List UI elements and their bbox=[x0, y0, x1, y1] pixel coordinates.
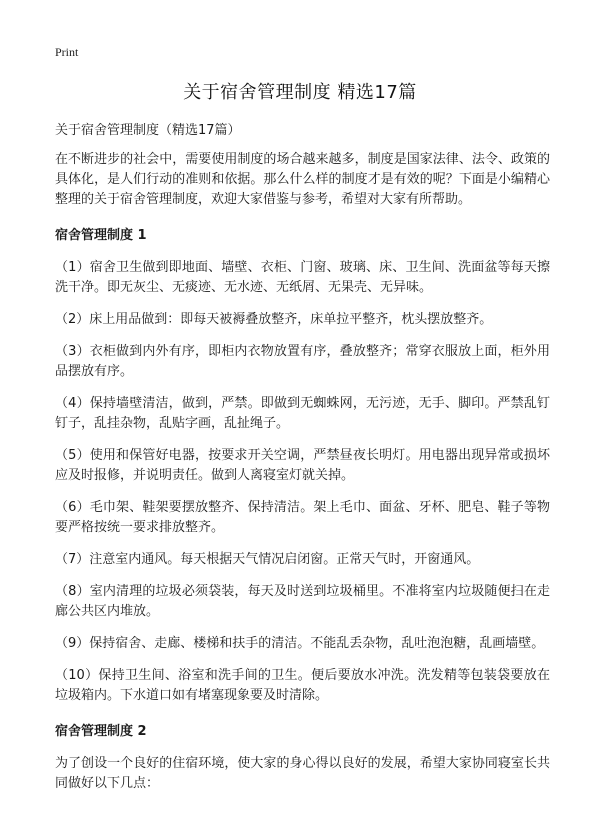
rule-item: （8）室内清理的垃圾必须袋装，每天及时送到垃圾桶里。不准将室内垃圾随便扫在走廊公共区内堆放。 bbox=[55, 584, 550, 619]
rule-item: （9）保持宿舍、走廊、楼梯和扶手的清洁。不能乱丢杂物，乱吐泡泡糖，乱画墙壁。 bbox=[55, 636, 545, 651]
document-body bbox=[55, 122, 550, 804]
rule-item: （3）衣柜做到内外有序，即柜内衣物放置有序，叠放整齐；常穿衣服放上面，柜外用品摆放有序。 bbox=[55, 344, 550, 379]
rule-item: （5）使用和保管好电器，按要求开关空调，严禁昼夜长明灯。用电器出现异常或损坏应及时报修，并说明责任。做到人离寝室灯就关掉。 bbox=[55, 448, 550, 483]
section2-intro-paragraph: 为了创设一个良好的住宿环境，使大家的身心得以良好的发展，希望大家协同寝室长共同做好以下几点： bbox=[55, 756, 550, 791]
intro-paragraph: 在不断进步的社会中，需要使用制度的场合越来越多，制度是国家法律、法令、政策的具体化，是人们行动的准则和依据。那么什么样的制度才是有效的呢？下面是小编精心整理的关于宿舍管理制度，欢迎大家借鉴与参考，希望对大家有所帮助。 bbox=[55, 152, 550, 207]
document-subtitle: 关于宿舍管理制度（精选17篇） bbox=[55, 123, 241, 138]
print-link[interactable]: Print bbox=[55, 45, 79, 59]
rule-item: （7）注意室内通风。每天根据天气情况启闭窗。正常天气时，开窗通风。 bbox=[55, 552, 480, 567]
rules-list bbox=[55, 258, 550, 706]
rule-item: （6）毛巾架、鞋架要摆放整齐、保持清洁。架上毛巾、面盆、牙杯、肥皂、鞋子等物要严格按统一要求排放整齐。 bbox=[55, 500, 550, 535]
rule-item: （4）保持墙壁清洁，做到，严禁。即做到无蜘蛛网，无污迹，无手、脚印。严禁乱钉钉子，乱挂杂物，乱贴字画，乱扯绳子。 bbox=[55, 396, 550, 431]
rule-item: （10）保持卫生间、浴室和洗手间的卫生。便后要放水冲洗。洗发精等包装袋要放在垃圾箱内。下水道口如有堵塞现象要及时清除。 bbox=[55, 668, 550, 703]
page-title: 关于宿舍管理制度 精选17篇 bbox=[183, 82, 417, 103]
section-heading-1: 宿舍管理制度 1 bbox=[55, 228, 147, 243]
section-heading-2: 宿舍管理制度 2 bbox=[55, 724, 147, 739]
rule-item: （2）床上用品做到：即每天被褥叠放整齐，床单拉平整齐，枕头摆放整齐。 bbox=[55, 312, 493, 327]
rule-item: （1）宿舍卫生做到即地面、墙壁、衣柜、门窗、玻璃、床、卫生间、洗面盆等每天擦洗干净。即无灰尘、无痰迹、无水迹、无纸屑、无果壳、无异味。 bbox=[55, 260, 550, 295]
